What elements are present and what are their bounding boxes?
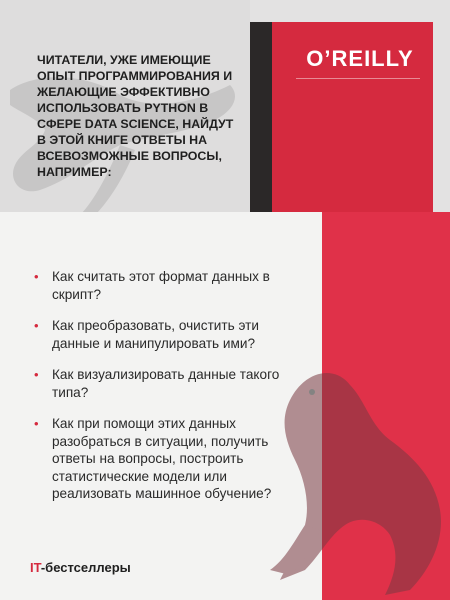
list-item	[30, 415, 300, 503]
list-item	[30, 366, 300, 401]
bullet-icon: •	[34, 367, 39, 382]
questions-list	[30, 268, 300, 517]
question-text: Как при помощи этих данных разобраться в ситуации, получить ответы на вопросы, построить статистические модели или реализовать машинное обучение?	[52, 416, 272, 501]
series-suffix: -бестселлеры	[40, 560, 131, 575]
series-prefix: IT	[30, 560, 41, 575]
bullet-icon: •	[34, 318, 39, 333]
bullet-icon: •	[34, 269, 39, 284]
logo-divider	[296, 78, 420, 79]
question-text: Как преобразовать, очистить эти данные и манипулировать ими?	[52, 318, 259, 351]
list-item	[30, 268, 300, 303]
red-vertical-strip-tail	[280, 22, 288, 212]
publisher-logo: O’REILLY	[306, 46, 414, 71]
list-item	[30, 317, 300, 352]
question-text: Как визуализировать данные такого типа?	[52, 367, 280, 400]
bullet-icon: •	[34, 416, 39, 431]
question-text: Как считать этот формат данных в скрипт?	[52, 269, 270, 302]
intro-paragraph: ЧИТАТЕЛИ, УЖЕ ИМЕЮЩИЕ ОПЫТ ПРОГРАММИРОВАНИЯ И ЖЕЛАЮЩИЕ ЭФФЕКТИВНО ИСПОЛЬЗОВАТЬ PYTHON В СФЕРЕ DATA SCIENCE, НАЙДУТ В ЭТОЙ КНИГЕ ОТВЕТЫ НА ВСЕВОЗМОЖНЫЕ ВОПРОСЫ, НАПРИМЕР:	[37, 53, 234, 179]
series-label	[30, 560, 131, 575]
